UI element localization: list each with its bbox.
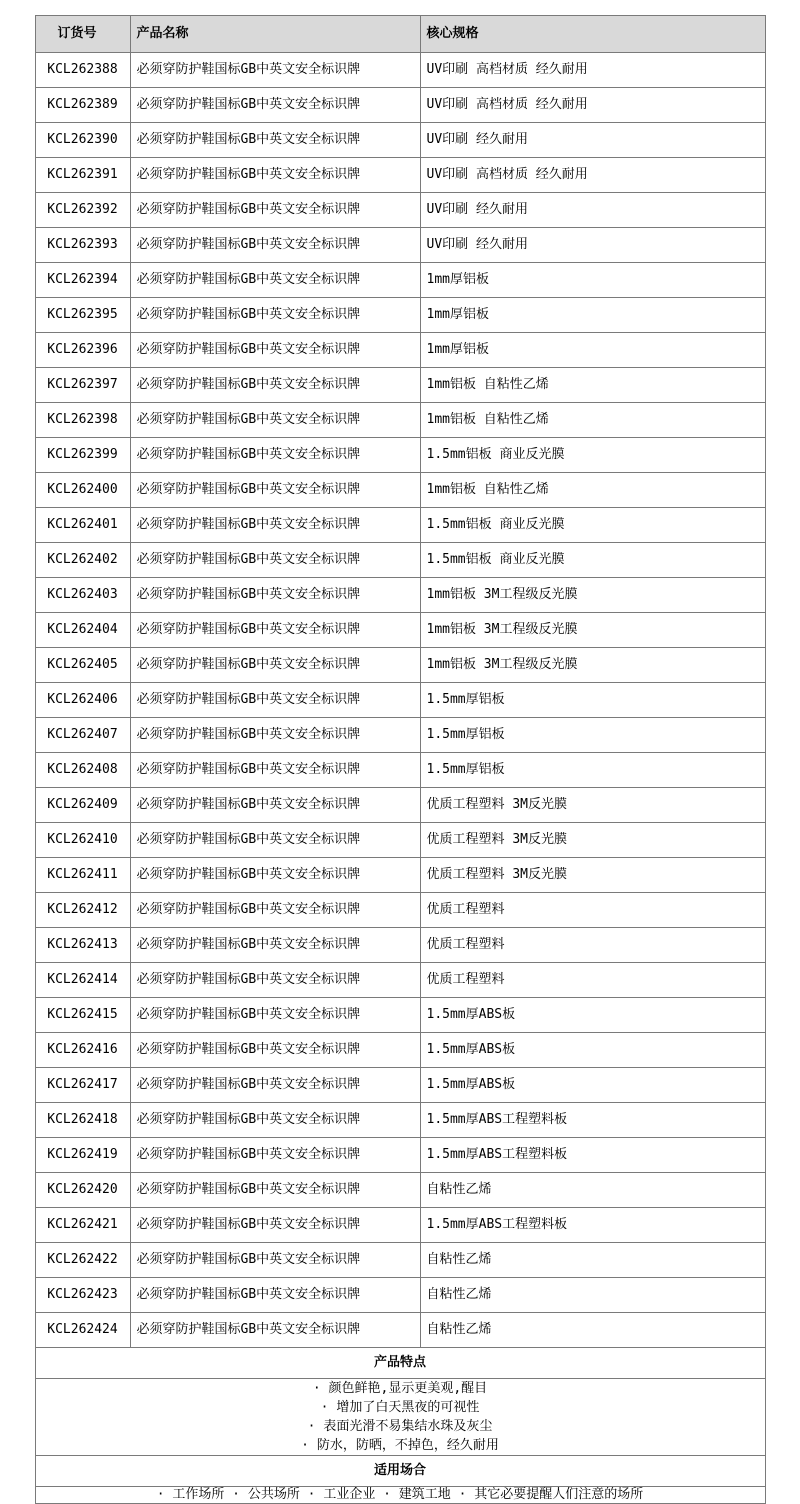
table-row: [35, 508, 765, 543]
table-row: [35, 928, 765, 963]
table-row: [35, 1243, 765, 1278]
feature-item: · 增加了白天黑夜的可视性: [320, 1400, 480, 1415]
product-name-cell: 必须穿防护鞋国标GB中英文安全标识牌: [130, 1173, 420, 1208]
order-number-cell: KCL262418: [35, 1103, 130, 1138]
product-name-cell: 必须穿防护鞋国标GB中英文安全标识牌: [130, 613, 420, 648]
spec-cell: UV印刷 经久耐用: [420, 123, 765, 158]
product-name-cell: 必须穿防护鞋国标GB中英文安全标识牌: [130, 298, 420, 333]
table-row: [35, 1173, 765, 1208]
occasions-section-title: 适用场合: [35, 1456, 765, 1487]
product-name-cell: 必须穿防护鞋国标GB中英文安全标识牌: [130, 648, 420, 683]
order-number-cell: KCL262409: [35, 788, 130, 823]
table-row: [35, 1208, 765, 1243]
spec-cell: 1.5mm厚ABS工程塑料板: [420, 1208, 765, 1243]
table-row: [35, 578, 765, 613]
table-row: [35, 893, 765, 928]
order-number-cell: KCL262389: [35, 88, 130, 123]
product-name-cell: 必须穿防护鞋国标GB中英文安全标识牌: [130, 368, 420, 403]
product-name-cell: 必须穿防护鞋国标GB中英文安全标识牌: [130, 718, 420, 753]
header-row: [35, 16, 765, 53]
product-name-cell: 必须穿防护鞋国标GB中英文安全标识牌: [130, 53, 420, 88]
table-row: [35, 1068, 765, 1103]
features-list: [35, 1379, 765, 1456]
product-name-cell: 必须穿防护鞋国标GB中英文安全标识牌: [130, 403, 420, 438]
spec-cell: 1.5mm厚铝板: [420, 753, 765, 788]
spec-cell: 1.5mm厚ABS工程塑料板: [420, 1103, 765, 1138]
product-name-cell: 必须穿防护鞋国标GB中英文安全标识牌: [130, 823, 420, 858]
product-table-header: [35, 16, 765, 53]
occasions-content-row: [35, 1487, 765, 1504]
feature-item: · 表面光滑不易集结水珠及灰尘: [307, 1419, 493, 1434]
feature-item: · 防水，防晒，不掉色，经久耐用: [301, 1438, 499, 1453]
product-name-cell: 必须穿防护鞋国标GB中英文安全标识牌: [130, 928, 420, 963]
product-name-cell: 必须穿防护鞋国标GB中英文安全标识牌: [130, 473, 420, 508]
spec-cell: 1.5mm铝板 商业反光膜: [420, 508, 765, 543]
spec-cell: 优质工程塑料 3M反光膜: [420, 858, 765, 893]
table-row: [35, 613, 765, 648]
spec-cell: UV印刷 高档材质 经久耐用: [420, 158, 765, 193]
table-row: [35, 858, 765, 893]
product-name-cell: 必须穿防护鞋国标GB中英文安全标识牌: [130, 193, 420, 228]
spec-cell: 自粘性乙烯: [420, 1313, 765, 1348]
spec-cell: 优质工程塑料 3M反光膜: [420, 823, 765, 858]
product-name-cell: 必须穿防护鞋国标GB中英文安全标识牌: [130, 998, 420, 1033]
spec-cell: 1mm铝板 自粘性乙烯: [420, 368, 765, 403]
product-name-cell: 必须穿防护鞋国标GB中英文安全标识牌: [130, 753, 420, 788]
spec-cell: 优质工程塑料: [420, 893, 765, 928]
spec-cell: 1mm铝板 3M工程级反光膜: [420, 578, 765, 613]
order-number-cell: KCL262392: [35, 193, 130, 228]
table-row: [35, 438, 765, 473]
product-name-cell: 必须穿防护鞋国标GB中英文安全标识牌: [130, 683, 420, 718]
order-number-cell: KCL262410: [35, 823, 130, 858]
table-row: [35, 298, 765, 333]
order-number-cell: KCL262412: [35, 893, 130, 928]
spec-cell: UV印刷 经久耐用: [420, 228, 765, 263]
order-number-cell: KCL262394: [35, 263, 130, 298]
spec-cell: 1mm铝板 3M工程级反光膜: [420, 613, 765, 648]
product-name-cell: 必须穿防护鞋国标GB中英文安全标识牌: [130, 543, 420, 578]
product-name-cell: 必须穿防护鞋国标GB中英文安全标识牌: [130, 1208, 420, 1243]
spec-cell: 优质工程塑料: [420, 928, 765, 963]
spec-cell: 1mm厚铝板: [420, 333, 765, 368]
table-row: [35, 193, 765, 228]
product-name-cell: 必须穿防护鞋国标GB中英文安全标识牌: [130, 263, 420, 298]
order-number-cell: KCL262408: [35, 753, 130, 788]
product-name-cell: 必须穿防护鞋国标GB中英文安全标识牌: [130, 578, 420, 613]
spec-cell: 自粘性乙烯: [420, 1278, 765, 1313]
order-number-cell: KCL262391: [35, 158, 130, 193]
product-name-cell: 必须穿防护鞋国标GB中英文安全标识牌: [130, 1033, 420, 1068]
product-name-cell: 必须穿防护鞋国标GB中英文安全标识牌: [130, 1243, 420, 1278]
spec-cell: 1mm厚铝板: [420, 263, 765, 298]
product-table: [35, 15, 766, 1504]
product-name-cell: 必须穿防护鞋国标GB中英文安全标识牌: [130, 1103, 420, 1138]
spec-cell: 自粘性乙烯: [420, 1243, 765, 1278]
order-number-cell: KCL262402: [35, 543, 130, 578]
product-name-cell: 必须穿防护鞋国标GB中英文安全标识牌: [130, 88, 420, 123]
product-name-cell: 必须穿防护鞋国标GB中英文安全标识牌: [130, 438, 420, 473]
spec-cell: 优质工程塑料 3M反光膜: [420, 788, 765, 823]
order-number-cell: KCL262404: [35, 613, 130, 648]
table-row: [35, 1278, 765, 1313]
order-number-cell: KCL262403: [35, 578, 130, 613]
table-row: [35, 648, 765, 683]
spec-cell: UV印刷 高档材质 经久耐用: [420, 88, 765, 123]
spec-cell: UV印刷 经久耐用: [420, 193, 765, 228]
product-name-cell: 必须穿防护鞋国标GB中英文安全标识牌: [130, 1313, 420, 1348]
feature-item: · 颜色鲜艳,显示更美观,醒目: [312, 1381, 488, 1396]
table-row: [35, 1138, 765, 1173]
product-name-cell: 必须穿防护鞋国标GB中英文安全标识牌: [130, 158, 420, 193]
order-number-cell: KCL262422: [35, 1243, 130, 1278]
order-number-cell: KCL262397: [35, 368, 130, 403]
table-row: [35, 333, 765, 368]
table-row: [35, 123, 765, 158]
spec-cell: 1.5mm厚ABS板: [420, 998, 765, 1033]
order-number-cell: KCL262424: [35, 1313, 130, 1348]
table-row: [35, 263, 765, 298]
spec-cell: 1.5mm铝板 商业反光膜: [420, 543, 765, 578]
order-number-cell: KCL262393: [35, 228, 130, 263]
table-row: [35, 368, 765, 403]
product-name-cell: 必须穿防护鞋国标GB中英文安全标识牌: [130, 1278, 420, 1313]
order-number-cell: KCL262388: [35, 53, 130, 88]
order-number-cell: KCL262421: [35, 1208, 130, 1243]
order-number-cell: KCL262417: [35, 1068, 130, 1103]
order-number-cell: KCL262407: [35, 718, 130, 753]
table-row: [35, 753, 765, 788]
spec-cell: 优质工程塑料: [420, 963, 765, 998]
order-number-cell: KCL262401: [35, 508, 130, 543]
product-name-cell: 必须穿防护鞋国标GB中英文安全标识牌: [130, 333, 420, 368]
spec-cell: 1.5mm厚铝板: [420, 683, 765, 718]
order-number-cell: KCL262413: [35, 928, 130, 963]
table-row: [35, 473, 765, 508]
spec-cell: 1mm铝板 自粘性乙烯: [420, 403, 765, 438]
product-name-cell: 必须穿防护鞋国标GB中英文安全标识牌: [130, 1068, 420, 1103]
order-number-cell: KCL262398: [35, 403, 130, 438]
table-row: [35, 403, 765, 438]
order-number-cell: KCL262395: [35, 298, 130, 333]
occasions-text: · 工作场所 · 公共场所 · 工业企业 · 建筑工地 · 其它必要提醒人们注意的场所: [35, 1487, 765, 1504]
table-row: [35, 963, 765, 998]
spec-cell: 1mm铝板 自粘性乙烯: [420, 473, 765, 508]
spec-cell: 1.5mm厚铝板: [420, 718, 765, 753]
order-number-cell: KCL262415: [35, 998, 130, 1033]
header-product-name: 产品名称: [130, 16, 420, 53]
product-name-cell: 必须穿防护鞋国标GB中英文安全标识牌: [130, 123, 420, 158]
table-row: [35, 1033, 765, 1068]
table-row: [35, 53, 765, 88]
table-row: [35, 823, 765, 858]
product-table-body: [35, 53, 765, 1348]
spec-cell: 1mm厚铝板: [420, 298, 765, 333]
features-content-row: [35, 1379, 765, 1456]
order-number-cell: KCL262390: [35, 123, 130, 158]
table-row: [35, 88, 765, 123]
occasions-header-row: [35, 1456, 765, 1487]
product-name-cell: 必须穿防护鞋国标GB中英文安全标识牌: [130, 1138, 420, 1173]
header-core-spec: 核心规格: [420, 16, 765, 53]
product-name-cell: 必须穿防护鞋国标GB中英文安全标识牌: [130, 858, 420, 893]
info-sections: [35, 1348, 765, 1504]
product-name-cell: 必须穿防护鞋国标GB中英文安全标识牌: [130, 228, 420, 263]
table-row: [35, 788, 765, 823]
features-header-row: [35, 1348, 765, 1379]
order-number-cell: KCL262411: [35, 858, 130, 893]
order-number-cell: KCL262400: [35, 473, 130, 508]
product-name-cell: 必须穿防护鞋国标GB中英文安全标识牌: [130, 508, 420, 543]
order-number-cell: KCL262406: [35, 683, 130, 718]
table-row: [35, 1313, 765, 1348]
table-row: [35, 543, 765, 578]
spec-cell: 1.5mm厚ABS板: [420, 1033, 765, 1068]
spec-cell: 1.5mm厚ABS工程塑料板: [420, 1138, 765, 1173]
order-number-cell: KCL262414: [35, 963, 130, 998]
table-row: [35, 158, 765, 193]
spec-cell: 1.5mm厚ABS板: [420, 1068, 765, 1103]
spec-cell: 自粘性乙烯: [420, 1173, 765, 1208]
table-row: [35, 228, 765, 263]
spec-cell: UV印刷 高档材质 经久耐用: [420, 53, 765, 88]
table-row: [35, 998, 765, 1033]
header-order-number: 订货号: [35, 16, 130, 53]
order-number-cell: KCL262419: [35, 1138, 130, 1173]
order-number-cell: KCL262396: [35, 333, 130, 368]
spec-cell: 1mm铝板 3M工程级反光膜: [420, 648, 765, 683]
spec-cell: 1.5mm铝板 商业反光膜: [420, 438, 765, 473]
order-number-cell: KCL262420: [35, 1173, 130, 1208]
features-section-title: 产品特点: [35, 1348, 765, 1379]
order-number-cell: KCL262399: [35, 438, 130, 473]
order-number-cell: KCL262405: [35, 648, 130, 683]
table-row: [35, 683, 765, 718]
product-name-cell: 必须穿防护鞋国标GB中英文安全标识牌: [130, 788, 420, 823]
table-row: [35, 1103, 765, 1138]
product-name-cell: 必须穿防护鞋国标GB中英文安全标识牌: [130, 963, 420, 998]
table-row: [35, 718, 765, 753]
order-number-cell: KCL262416: [35, 1033, 130, 1068]
product-name-cell: 必须穿防护鞋国标GB中英文安全标识牌: [130, 893, 420, 928]
order-number-cell: KCL262423: [35, 1278, 130, 1313]
